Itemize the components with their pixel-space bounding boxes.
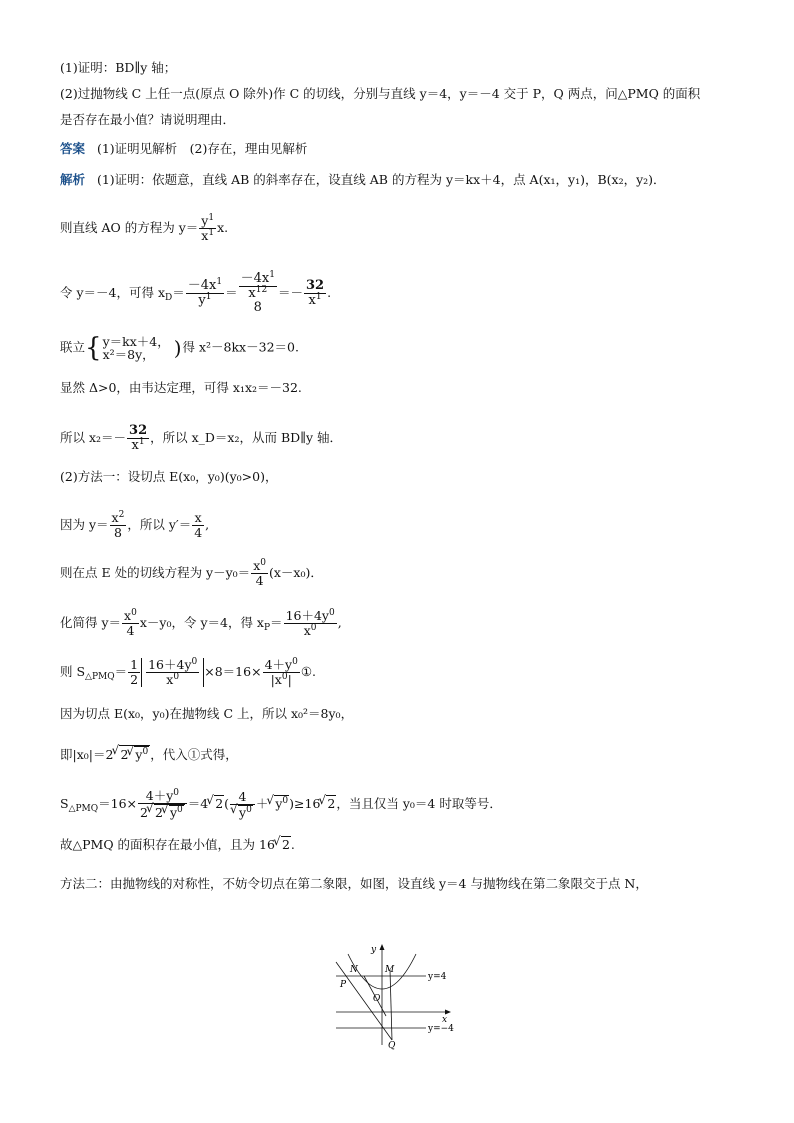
line-simplify: 化简得 y＝ $\frac{x^0}{4}$ x－y₀，令 y＝4，得 $x_P=$ $\frac{16+4y^0}{x^0}$ , <box>60 608 342 638</box>
label-p: P <box>340 980 347 990</box>
y-axis-arrow <box>380 944 385 950</box>
solution-label: 解析 <box>60 172 86 187</box>
x-axis-arrow <box>445 1010 451 1015</box>
line-area: 则 $S_{\triangle PMQ}=$ $\frac{1}{2}$ $\frac{16+4y^0}{x^0}$ ×8＝16× $\frac{4+y^0}{|x^0|}$ ①. <box>60 657 316 687</box>
line-tangent: 则在点 E 处的切线方程为 y－y₀＝ $\frac{x^0}{4}$ (x－x₀)． <box>60 558 323 588</box>
parabola-figure <box>330 940 470 1050</box>
label-m: M <box>385 965 395 975</box>
line-conclusion: 故△PMQ 的面积存在最小值，且为 16√ 2. <box>60 836 295 853</box>
solution-line1: 解析 (1)证明：依题意，直线 AB 的斜率存在，设直线 AB 的方程为 y＝kx＋4，点 A(x₁，y₁)，B(x₂，y₂)． <box>60 172 666 187</box>
answer-label: 答案 <box>60 141 86 156</box>
answer-line <box>60 141 307 157</box>
label-yneg4: y=−4 <box>428 1024 454 1034</box>
answer-text: (1)证明见解析 (2)存在，理由见解析 <box>96 141 308 156</box>
line-on-parabola: 因为切点 E(x₀，y₀)在抛物线 C 上，所以 x₀²＝8y₀， <box>60 706 354 721</box>
line-derivative: 因为 y＝ $\frac{x^2}{8}$ ，所以 y′＝ $\frac{x}{4}$ , <box>60 510 210 540</box>
label-n: N <box>350 965 358 975</box>
segment-mq <box>390 970 392 1040</box>
line-vieta: 显然 Δ>0，由韦达定理，可得 x₁x₂＝－32. <box>60 380 302 395</box>
line-ao-equation: 则直线 AO 的方程为 y＝ $\frac{y^1}{x^1}$ x. <box>60 213 229 243</box>
question-part2-line2: 是否存在最小值？请说明理由． <box>60 112 236 127</box>
line-abs-x0: 即|x₀|＝2√ 2√ $y^0$ ，代入①式得， <box>60 745 238 763</box>
label-x: x <box>442 1015 448 1025</box>
label-o: O <box>373 994 381 1004</box>
question-part2-line1: (2)过抛物线 C 上任一点(原点 O 除外)作 C 的切线，分别与直线 y＝4，y＝－4 交于 P，Q 两点，问△PMQ 的面积 <box>60 86 701 101</box>
line-method1: (2)方法一：设切点 E(x₀，y₀)(y₀>0)， <box>60 469 278 484</box>
line-system: 联立{ y＝kx＋4， x²＝8y， )得 x²－8kx－32＝0. <box>60 333 299 363</box>
label-q: Q <box>388 1041 396 1050</box>
label-y: y <box>371 945 377 955</box>
line-x2: 所以 x₂＝－ $\frac{32}{x^1}$ ，所以 x_D＝x₂，从而 BD∥y 轴． <box>60 423 342 453</box>
line-area-min: $S_{\triangle PMQ}=16\times$ $\frac{4+y^0}{2√ 2√ y^0}$ ＝4√ 2( 4 √ $y^0$ ＋√ $y^0)\ge 16√$ 2，当且仅当 y₀＝4 时取等号． <box>60 789 502 820</box>
line-method2: 方法二：由抛物线的对称性，不妨令切点在第二象限，如图，设直线 y＝4 与抛物线在第二象限交于点 N， <box>60 876 648 891</box>
label-y4: y=4 <box>428 972 447 982</box>
question-part1: (1)证明：BD∥y 轴； <box>60 60 177 75</box>
line-xd: 令 y＝－4，可得 $x_D=$ $\frac{-4x^1}{y^1}$ ＝ $-4x^1$ $x^{12}$ 8 ＝－ $\frac{32}{x^1}$ . <box>60 270 332 315</box>
